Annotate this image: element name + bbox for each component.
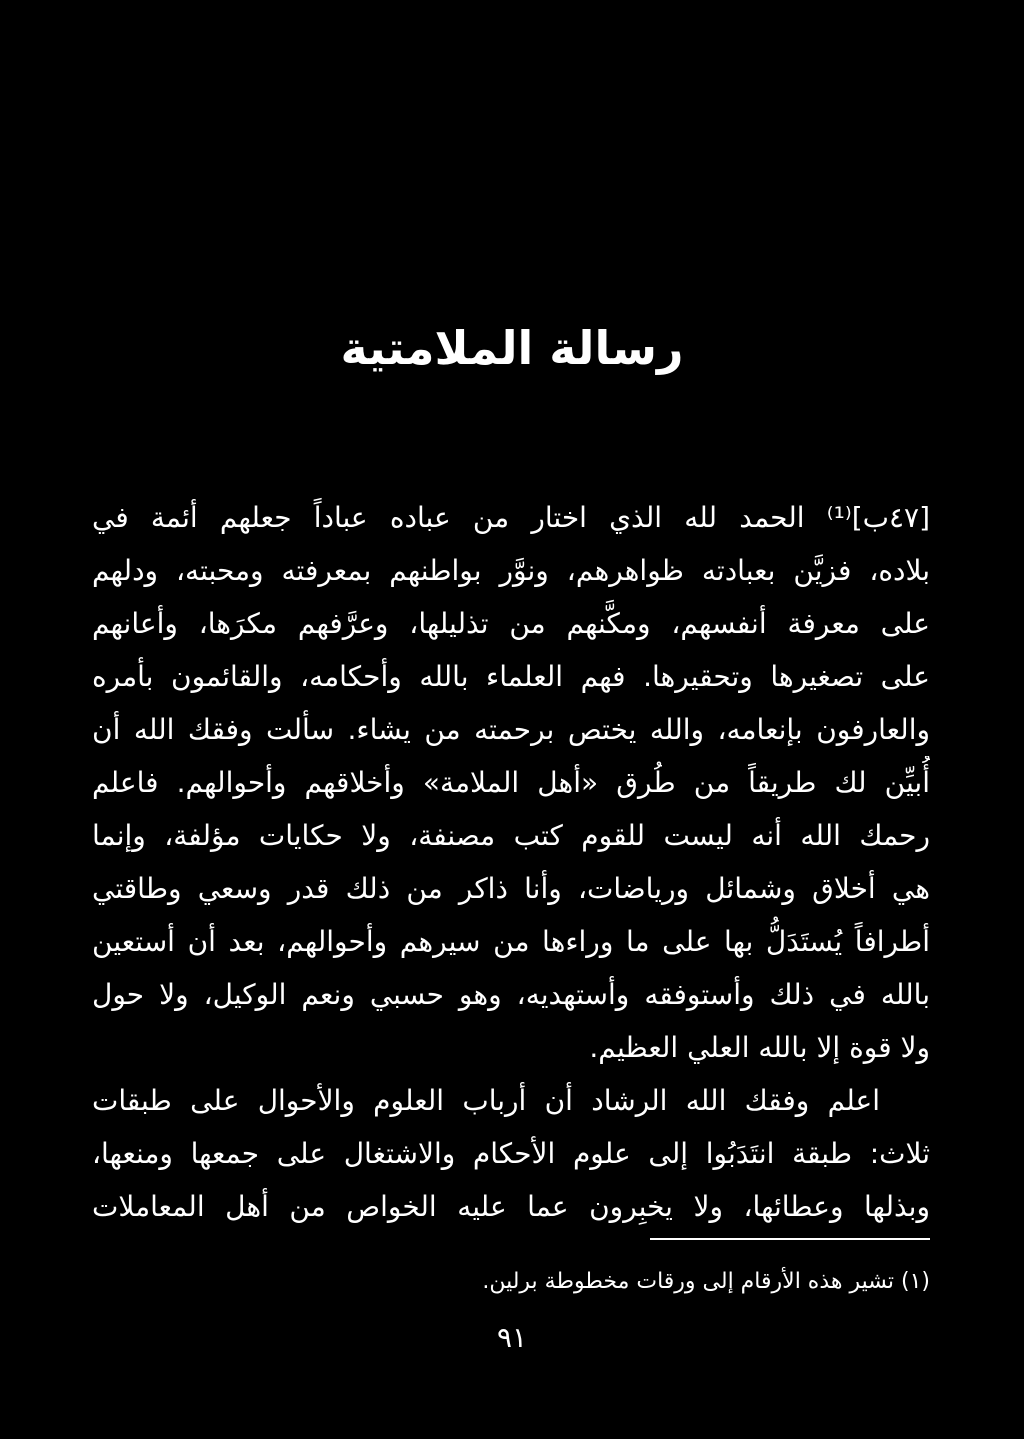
- text-line: رحمك الله أنه ليست للقوم كتب مصنفة، ولا حكايات مؤلفة، وإنما: [92, 819, 930, 852]
- text-line: على تصغيرها وتحقيرها. فهم العلماء بالله وأحكامه، والقائمون بأمره: [92, 660, 930, 693]
- page-title: رسالة الملامتية: [340, 321, 684, 375]
- footnote-divider: [650, 1238, 930, 1240]
- page-number: ٩١: [496, 1321, 528, 1354]
- text-line: [٤٧ب]⁽¹⁾ الحمد لله الذي اختار من عباده عباداً جعلهم أئمة في: [92, 501, 930, 534]
- text-line: وبذلها وعطائها، ولا يخبِرون عما عليه الخواص من أهل المعاملات: [92, 1190, 930, 1223]
- text-line: بالله في ذلك وأستوفقه وأستهديه، وهو حسبي ونعم الوكيل، ولا حول: [92, 978, 930, 1011]
- text-line: أُبيِّن لك طريقاً من طُرق «أهل الملامة» وأخلاقهم وأحوالهم. فاعلم: [92, 766, 930, 799]
- text-line: أطرافاً يُستَدَلُّ بها على ما وراءها من سيرهم وأحوالهم، بعد أن أستعين: [92, 925, 930, 958]
- text-line: والعارفون بإنعامه، والله يختص برحمته من يشاء. سألت وفقك الله أن: [92, 713, 930, 746]
- text-line: اعلم وفقك الله الرشاد أن أرباب العلوم والأحوال على طبقات: [92, 1084, 880, 1117]
- text-line: ولا قوة إلا بالله العلي العظيم.: [589, 1031, 930, 1064]
- text-line: ثلاث: طبقة انتَدَبُوا إلى علوم الأحكام والاشتغال على جمعها ومنعها،: [92, 1137, 930, 1170]
- footnote: (١) تشير هذه الأرقام إلى ورقات مخطوطة برلين.: [482, 1269, 930, 1294]
- text-line: هي أخلاق وشمائل ورياضات، وأنا ذاكر من ذلك قدر وسعي وطاقتي: [92, 872, 930, 905]
- text-line: على معرفة أنفسهم، ومكَّنهم من تذليلها، وعرَّفهم مكرَها، وأعانهم: [92, 607, 930, 640]
- text-line: بلاده، فزيَّن بعبادته ظواهرهم، ونوَّر بواطنهم بمعرفته ومحبته، ودلهم: [92, 554, 930, 587]
- body-text: [92, 491, 930, 1233]
